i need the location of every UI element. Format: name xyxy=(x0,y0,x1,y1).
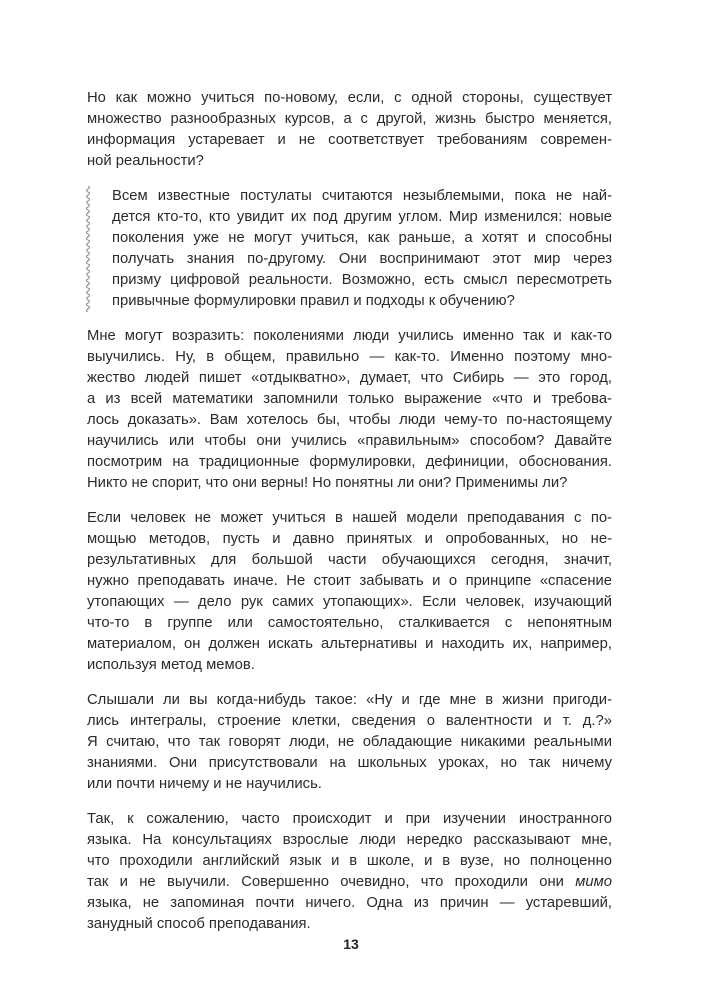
italic-text: мимо xyxy=(575,874,612,890)
paragraph xyxy=(87,508,612,676)
page-number: 13 xyxy=(343,936,359,952)
text-line: что проходили английский язык и в школе, и в вузе, но полноценно xyxy=(87,853,612,869)
text-line: утопающих — дело рук самих утопающих». Если человек, изучающий xyxy=(87,594,612,610)
text-line: дется кто-то, кто увидит их под другим углом. Мир изменился: новые xyxy=(112,209,612,225)
paragraph xyxy=(87,809,612,935)
text-line: научились или чтобы они учились «правильным» способом? Давайте xyxy=(87,433,612,449)
text-line: Так, к сожалению, часто происходит и при изучении иностранного xyxy=(87,811,612,827)
text-segment: так и не выучили. Совершенно очевидно, что проходили они xyxy=(87,874,576,890)
paragraph xyxy=(87,326,612,494)
text-line: языка. На консультациях взрослые люди нередко рассказывают мне, xyxy=(87,832,612,848)
text-line: Всем известные постулаты считаются незыблемыми, пока не най- xyxy=(112,188,612,204)
blockquote xyxy=(87,186,612,312)
text-line: привычные формулировки правил и подходы к обучению? xyxy=(112,293,515,309)
text-line: занудный способ преподавания. xyxy=(87,916,311,932)
text-line: ной реальности? xyxy=(87,153,204,169)
text-line: Если человек не может учиться в нашей модели преподавания с по- xyxy=(87,510,612,526)
text-line: Слышали ли вы когда-нибудь такое: «Ну и где мне в жизни пригоди- xyxy=(87,692,612,708)
text-line: выучились. Ну, в общем, правильно — как-то. Именно поэтому мно- xyxy=(87,349,612,365)
text-line: лись интегралы, строение клетки, сведения о валентности и т. д.?» xyxy=(87,713,612,729)
text-line: Но как можно учиться по-новому, если, с одной стороны, существует xyxy=(87,90,612,106)
text-line: Никто не спорит, что они верны! Но понятны ли они? Применимы ли? xyxy=(87,475,568,491)
text-line: а из всей математики запомнили только выражение «что и требова- xyxy=(87,391,612,407)
text-line: поколения уже не могут учиться, как раньше, а хотят и способны xyxy=(112,230,612,246)
text-line: жество людей пишет «отдыкватно», думает, что Сибирь — это город, xyxy=(87,370,612,386)
text-line: результативных для большой части обучающихся сегодня, значит, xyxy=(87,552,612,568)
text-line xyxy=(87,872,612,893)
text-line: Я считаю, что так говорят люди, не обладающие никакими реальными xyxy=(87,734,612,750)
text-line: языка, не запоминая почти ничего. Одна из причин — устаревший, xyxy=(87,895,612,911)
text-line: используя метод мемов. xyxy=(87,657,255,673)
text-line: знаниями. Они присутствовали на школьных уроках, но так ничему xyxy=(87,755,612,771)
paragraph xyxy=(87,88,612,172)
paragraph xyxy=(87,690,612,795)
text-line: лось доказать». Вам хотелось бы, чтобы люди чему-то по-настоящему xyxy=(87,412,612,428)
text-line: нужно преподавать иначе. Не стоит забывать и о принципе «спасение xyxy=(87,573,612,589)
text-line: или почти ничему и не научились. xyxy=(87,776,322,792)
text-line: что-то в группе или самостоятельно, сталкивается с непонятным xyxy=(87,615,612,631)
page-body xyxy=(87,88,612,949)
text-line: мощью методов, пусть и давно принятых и опробованных, но не- xyxy=(87,531,612,547)
text-line: множество разнообразных курсов, а с другой, жизнь быстро меняется, xyxy=(87,111,612,127)
text-line: Мне могут возразить: поколениями люди учились именно так и как-то xyxy=(87,328,612,344)
text-line: получать знания по-другому. Они воспринимают этот мир через xyxy=(112,251,612,267)
text-line: информация устаревает и не соответствует требованиям современ- xyxy=(87,132,612,148)
text-line: призму цифровой реальности. Возможно, есть смысл пересмотреть xyxy=(112,272,612,288)
text-line: материалом, он должен искать альтернативы и находить их, например, xyxy=(87,636,612,652)
text-line: посмотрим на традиционные формулировки, дефиниции, обоснования. xyxy=(87,454,612,470)
wavy-line-decoration xyxy=(83,186,93,312)
